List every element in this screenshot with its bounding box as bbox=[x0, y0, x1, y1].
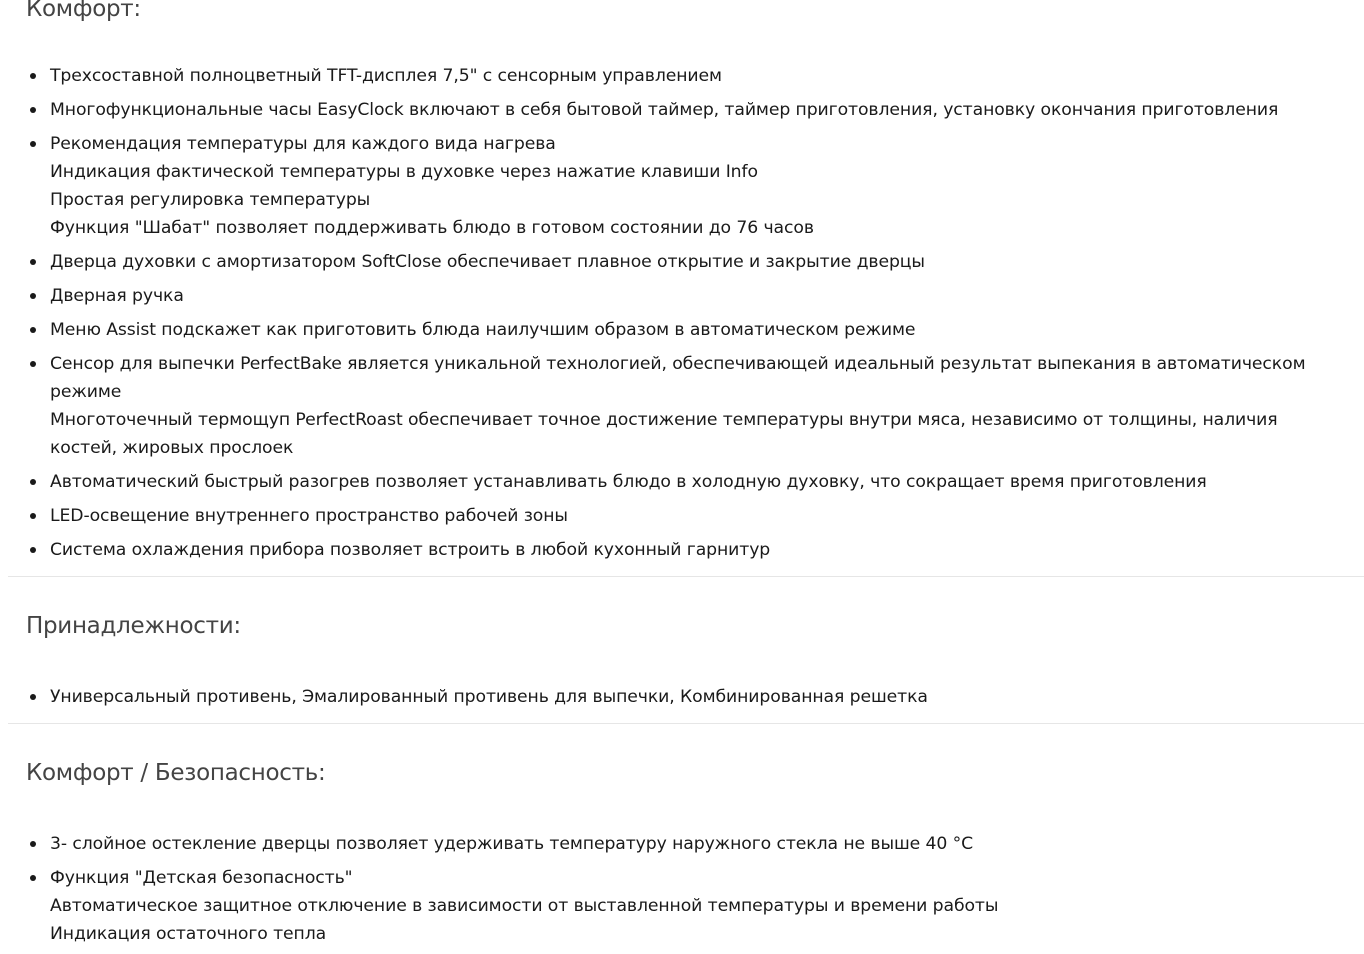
list-item-text: костей, жировых прослоек bbox=[50, 438, 294, 458]
bullet-icon bbox=[30, 107, 36, 113]
feature-list bbox=[8, 830, 1364, 954]
bullet-icon bbox=[30, 361, 36, 367]
list-item bbox=[8, 62, 1364, 90]
bullet-icon bbox=[30, 259, 36, 265]
bullet-icon bbox=[30, 327, 36, 333]
section-title: Принадлежности: bbox=[26, 613, 241, 639]
bullet-icon bbox=[30, 141, 36, 147]
list-item bbox=[8, 536, 1364, 564]
list-item-text: Многоточечный термощуп PerfectRoast обеспечивает точное достижение температуры внутри мяса, независимо от толщины, наличия bbox=[50, 410, 1278, 430]
list-item bbox=[8, 96, 1364, 124]
bullet-icon bbox=[30, 293, 36, 299]
bullet-icon bbox=[30, 841, 36, 847]
list-item-text: Автоматический быстрый разогрев позволяет устанавливать блюдо в холодную духовку, что сокращает время приготовления bbox=[50, 472, 1207, 492]
list-item bbox=[8, 316, 1364, 344]
section-divider bbox=[8, 723, 1364, 724]
list-item bbox=[8, 683, 1364, 711]
list-item-text: Система охлаждения прибора позволяет встроить в любой кухонный гарнитур bbox=[50, 540, 771, 560]
list-item-text: Дверная ручка bbox=[50, 286, 184, 306]
list-item-text: Универсальный противень, Эмалированный противень для выпечки, Комбинированная решетка bbox=[50, 687, 928, 707]
list-item-text: Индикация остаточного тепла bbox=[50, 924, 327, 944]
list-item bbox=[8, 248, 1364, 276]
list-item-text: LED-освещение внутреннего пространство рабочей зоны bbox=[50, 506, 568, 526]
bullet-icon bbox=[30, 547, 36, 553]
bullet-icon bbox=[30, 479, 36, 485]
list-item-text: Индикация фактической температуры в духовке через нажатие клавиши Info bbox=[50, 162, 758, 182]
list-item-text: Автоматическое защитное отключение в зависимости от выставленной температуры и времени работы bbox=[50, 896, 999, 916]
list-item-text: Функция "Шабат" позволяет поддерживать блюдо в готовом состоянии до 76 часов bbox=[50, 218, 814, 238]
list-item-text: Функция "Детская безопасность" bbox=[50, 868, 353, 888]
list-item-text: Простая регулировка температуры bbox=[50, 190, 371, 210]
bullet-icon bbox=[30, 875, 36, 881]
section-divider bbox=[8, 576, 1364, 577]
list-item bbox=[8, 830, 1364, 858]
list-item bbox=[8, 468, 1364, 496]
list-item bbox=[8, 130, 1364, 242]
bullet-icon bbox=[30, 513, 36, 519]
list-item-text: Многофункциональные часы EasyClock включают в себя бытовой таймер, таймер приготовления, установку окончания приготовления bbox=[50, 100, 1279, 120]
feature-list bbox=[8, 62, 1364, 570]
section-title: Комфорт: bbox=[26, 0, 141, 22]
list-item-text: Дверца духовки с амортизатором SoftClose обеспечивает плавное открытие и закрытие дверцы bbox=[50, 252, 925, 272]
list-item bbox=[8, 502, 1364, 530]
list-item bbox=[8, 864, 1364, 948]
list-item-text: Меню Assist подскажет как приготовить блюда наилучшим образом в автоматическом режиме bbox=[50, 320, 916, 340]
bullet-icon bbox=[30, 73, 36, 79]
list-item-text: Рекомендация температуры для каждого вида нагрева bbox=[50, 134, 556, 154]
feature-list bbox=[8, 683, 1364, 717]
list-item-text: 3- слойное остекление дверцы позволяет удерживать температуру наружного стекла не выше 40 °C bbox=[50, 834, 974, 854]
list-item bbox=[8, 350, 1364, 462]
section-title: Комфорт / Безопасность: bbox=[26, 760, 326, 786]
bullet-icon bbox=[30, 694, 36, 700]
list-item bbox=[8, 282, 1364, 310]
list-item-text: режиме bbox=[50, 382, 122, 402]
list-item-text: Сенсор для выпечки PerfectBake является уникальной технологией, обеспечивающей идеальный результат выпекания в автоматическом bbox=[50, 354, 1306, 374]
list-item-text: Трехсоставной полноцветный TFT-дисплея 7,5" с сенсорным управлением bbox=[50, 66, 722, 86]
